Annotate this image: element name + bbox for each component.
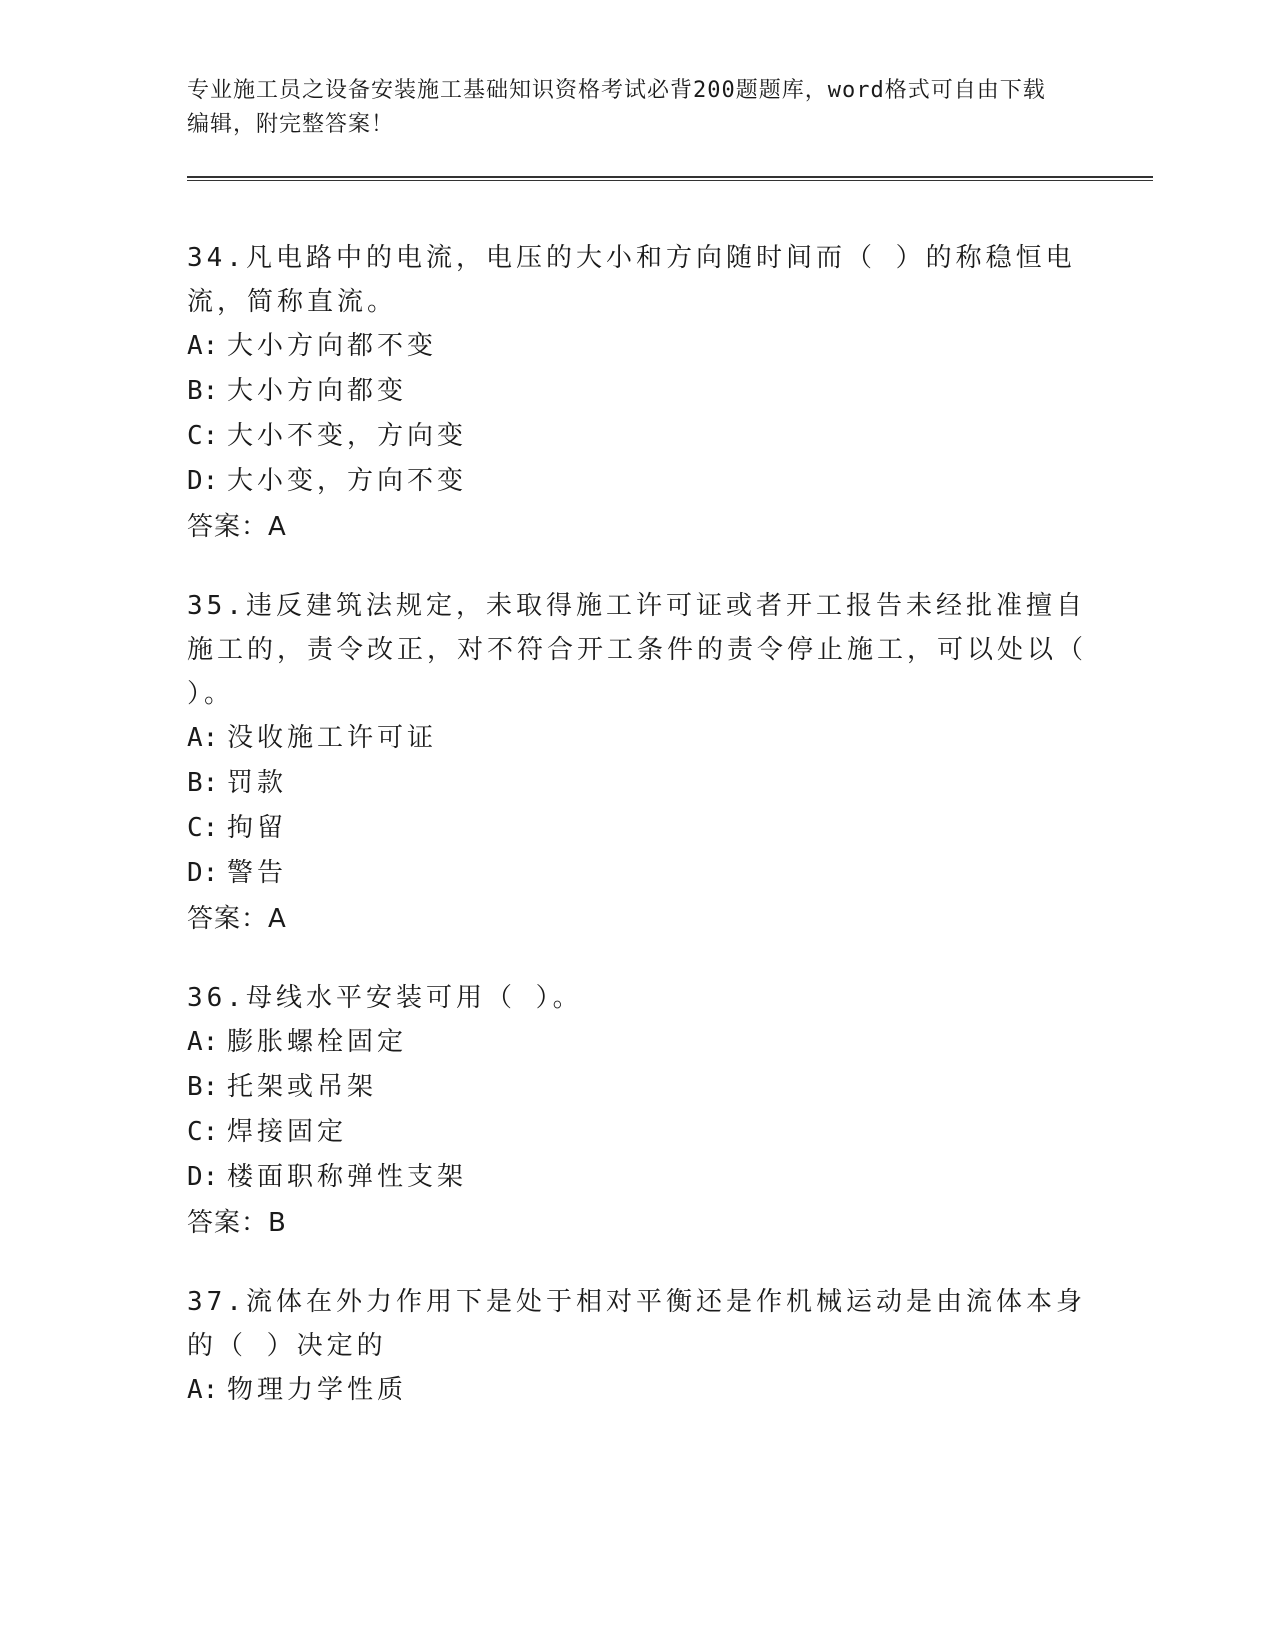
option-text: 大小不变，方向变 <box>227 421 468 451</box>
option-text: 拘留 <box>227 813 288 843</box>
option-key: A: <box>187 1375 219 1405</box>
option-a <box>187 1020 1087 1065</box>
option-b <box>187 369 1087 414</box>
answer-line: 答案：A <box>187 904 287 934</box>
document-header: 专业施工员之设备安装施工基础知识资格考试必背200题题库，word格式可自由下载编辑，附完整答案！ <box>187 78 1046 137</box>
option-d <box>187 851 1087 896</box>
question-37 <box>187 1280 1087 1413</box>
option-text: 罚款 <box>227 768 288 798</box>
question-stem: 35.违反建筑法规定，未取得施工许可证或者开工报告未经批准擅自施工的，责令改正，对不符合开工条件的责令停止施工，可以处以（ ）。 <box>187 591 1088 709</box>
answer-line: 答案：B <box>187 1208 287 1238</box>
option-b <box>187 761 1087 806</box>
option-key: C: <box>187 813 219 843</box>
option-key: D: <box>187 1162 219 1192</box>
option-c <box>187 1110 1087 1155</box>
question-stem: 34.凡电路中的电流，电压的大小和方向随时间而（ ）的称稳恒电流，简称直流。 <box>187 243 1076 317</box>
option-key: C: <box>187 1117 219 1147</box>
question-35 <box>187 584 1087 942</box>
option-a <box>187 716 1087 761</box>
option-key: A: <box>187 331 219 361</box>
question-list <box>187 236 1087 1447</box>
option-key: B: <box>187 1072 219 1102</box>
option-key: A: <box>187 723 219 753</box>
option-text: 膨胀螺栓固定 <box>227 1027 408 1057</box>
question-stem: 37.流体在外力作用下是处于相对平衡还是作机械运动是由流体本身的（ ）决定的 <box>187 1287 1086 1361</box>
option-text: 大小方向都不变 <box>227 331 438 361</box>
option-text: 焊接固定 <box>227 1117 348 1147</box>
question-stem: 36.母线水平安装可用（ ）。 <box>187 983 583 1013</box>
option-text: 大小变，方向不变 <box>227 466 468 496</box>
option-b <box>187 1065 1087 1110</box>
header-divider <box>187 176 1153 181</box>
question-34 <box>187 236 1087 550</box>
option-text: 托架或吊架 <box>227 1072 378 1102</box>
question-36 <box>187 976 1087 1246</box>
option-key: A: <box>187 1027 219 1057</box>
option-text: 没收施工许可证 <box>227 723 438 753</box>
option-text: 警告 <box>227 858 288 888</box>
option-c <box>187 414 1087 459</box>
option-c <box>187 806 1087 851</box>
option-key: D: <box>187 858 219 888</box>
option-a <box>187 324 1087 369</box>
option-text: 大小方向都变 <box>227 376 408 406</box>
option-key: B: <box>187 768 219 798</box>
option-text: 物理力学性质 <box>227 1375 408 1405</box>
answer-line: 答案：A <box>187 512 287 542</box>
option-d <box>187 1155 1087 1200</box>
option-d <box>187 459 1087 504</box>
option-key: D: <box>187 466 219 496</box>
option-key: B: <box>187 376 219 406</box>
option-a <box>187 1368 1087 1413</box>
option-key: C: <box>187 421 219 451</box>
option-text: 楼面职称弹性支架 <box>227 1162 468 1192</box>
